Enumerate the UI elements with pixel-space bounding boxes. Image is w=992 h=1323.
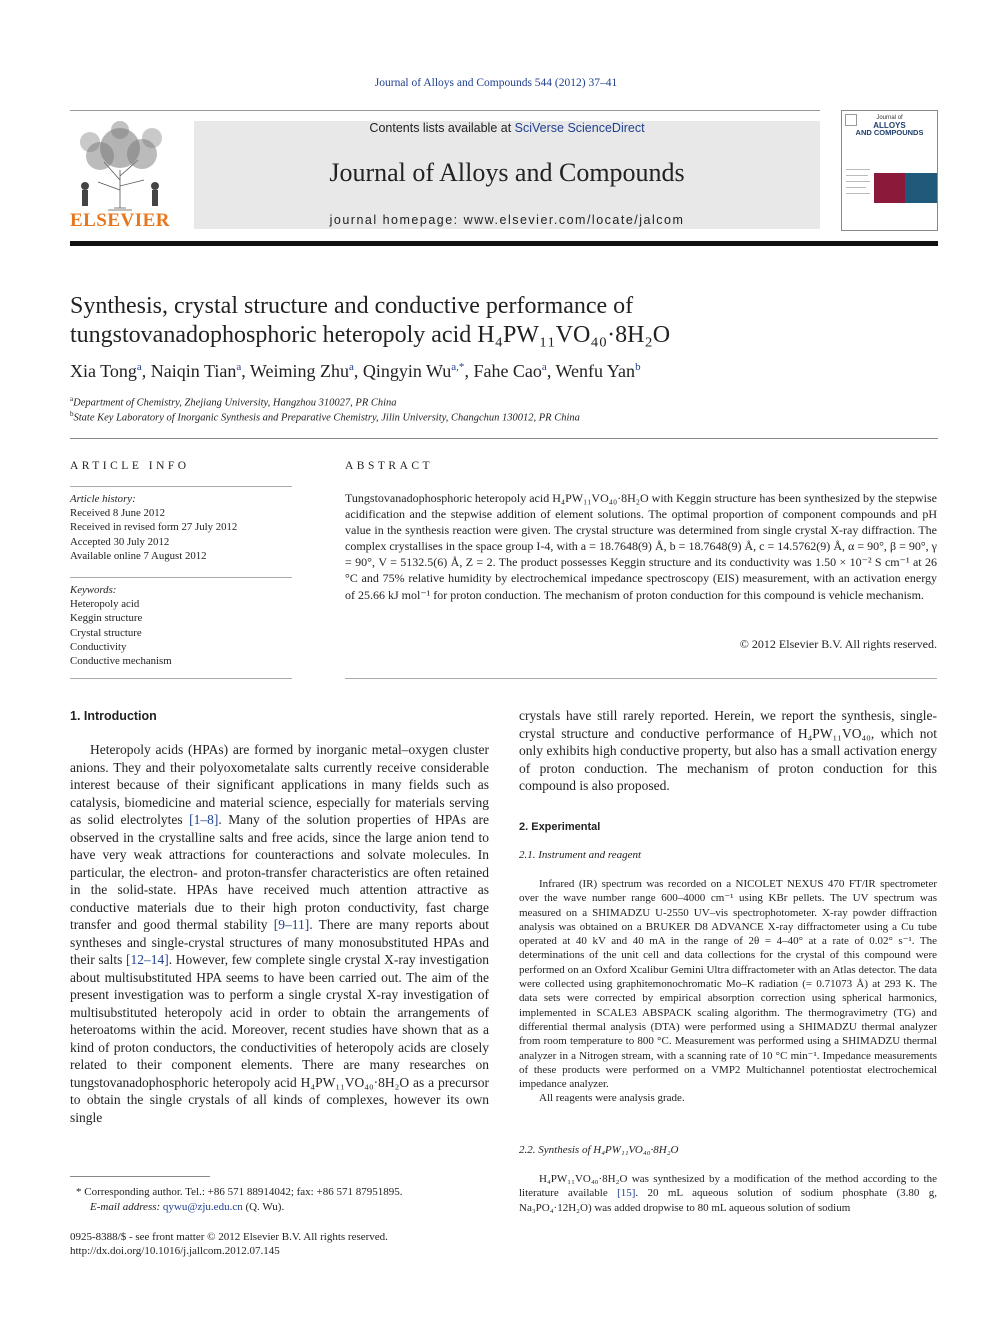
- author-name: Weiming Zhu: [249, 361, 349, 381]
- keyword-item: Crystal structure: [70, 626, 142, 639]
- synthesis-text: . 20 mL aqueous solution of sodium phosphate (3.80 g, Na₃PO₄·12H₂O) was added dropwise to 80 mL aqueous solution of sodium: [519, 1187, 937, 1214]
- affiliation-b-text: State Key Laboratory of Inorganic Synthesis and Preparative Chemistry, Jilin University, Changchun 130012, PR China: [73, 412, 580, 424]
- citation-link[interactable]: [1–8]: [189, 812, 219, 827]
- header-thick-rule: [70, 241, 938, 246]
- cover-title-line3: AND COMPOUNDS: [855, 128, 924, 137]
- affiliation-b: $^b$State Key Laboratory of Inorganic Synthesis and Preparative Chemistry, Jilin University, Changchun 130012, PR China: [70, 410, 580, 424]
- cover-line: [846, 175, 868, 176]
- abstract-heading: ABSTRACT: [345, 460, 434, 472]
- author-affil-sup[interactable]: b: [635, 361, 641, 373]
- author-name: Fahe Cao: [473, 361, 542, 381]
- reagent-text: All reagents were analysis grade.: [539, 1092, 685, 1105]
- keyword-item: Heteropoly acid: [70, 598, 140, 611]
- info-rule: [70, 486, 292, 487]
- intro-text: Heteropoly acids (HPAs) are formed by inorganic metal–oxygen cluster anions. They and their polyoxometalate salts currently receive considerable interest because of their significant applications in many fields such as catalysis, biomedicine and material science, especially for materials serving as solid electrolytes: [70, 742, 489, 827]
- cover-red-block: [874, 173, 905, 203]
- article-info-heading: ARTICLE INFO: [70, 460, 190, 472]
- author-name: Qingyin Wu: [362, 361, 452, 381]
- journal-name: Journal of Alloys and Compounds: [329, 158, 685, 187]
- intro-paragraph-continued: crystals have still rarely reported. Herein, we report the synthesis, single-crystal structure and conductive performance of H₄PW₁₁VO₄₀, which not only exhibits high conductive property, but also has a small activation energy of proton conduction. The mechanism of proton conduction for this compound is also proposed.: [519, 708, 937, 793]
- keyword-item: Conductive mechanism: [70, 655, 172, 668]
- abstract-copyright: © 2012 Elsevier B.V. All rights reserved.: [739, 637, 937, 651]
- author-name: Naiqin Tian: [150, 361, 237, 381]
- author-affil-sup[interactable]: a: [236, 361, 242, 373]
- keyword-item: Keggin structure: [70, 612, 143, 625]
- intro-text: . However, few complete single crystal X-ray investigation about multisubstituted HPA seems to have been carried out. The aim of the present investigation was to perform a single crystal X-ray investigation of multisubstituted heteropoly acid in order to obtain the arrangements of heteroatoms within the acid. Moreover, recent studies have shown that as a kind of proton conductors, the conductivities of heteropoly acids are closely related to their component elements. There are many researches on tungstovanadophosphoric heteropoly acid H₄PW₁₁VO₄₀·8H₂O as a precursor to obtain the single crystals of all kinds of complexes, however its own single: [70, 952, 489, 1125]
- corresponding-author-note: * Corresponding author. Tel.: +86 571 88914042; fax: +86 571 87951895.: [76, 1186, 403, 1198]
- cover-title-line2: ALLOYS: [873, 121, 906, 130]
- synthesis-text: H₄PW₁₁VO₄₀·8H₂O was synthesized by a modification of the method according to the literature available: [519, 1173, 937, 1200]
- email-link[interactable]: qywu@zju.edu.cn: [162, 1201, 243, 1213]
- cover-line: [846, 193, 870, 194]
- author-name: Xia Tong: [70, 361, 137, 381]
- article-history: [70, 492, 292, 563]
- affiliation-a-text: Department of Chemistry, Zhejiang University, Hangzhou 310027, PR China: [73, 397, 397, 409]
- history-item: Received 8 June 2012: [70, 507, 166, 520]
- author-affil-sup[interactable]: a: [541, 361, 547, 373]
- subsection-instrument-heading: 2.1. Instrument and reagent: [519, 849, 642, 861]
- cover-blue-block: [905, 173, 937, 203]
- affiliation-a: $^a$Department of Chemistry, Zhejiang University, Hangzhou 310027, PR China: [70, 395, 397, 409]
- cover-title: [842, 115, 937, 136]
- experimental-heading: 2. Experimental: [519, 821, 601, 833]
- email-note: [90, 1200, 490, 1215]
- citation-link[interactable]: [12–14]: [126, 952, 169, 967]
- contents-prefix: Contents lists available at: [369, 121, 515, 135]
- abstract-text: Tungstovanadophosphoric heteropoly acid H₄PW₁₁VO₄₀·8H₂O with Keggin structure has been synthesized by the stepwise acidification and the stepwise addition of element solutions. The optimal proportion of component compounds and pH value in the synthesis reaction were given. The crystal structure was determined from single crystal X-ray diffraction. The complex crystallises in the space group I-4, with a = 18.7648(9) Å, b = 18.7648(9) Å, c = 14.5762(9) Å, α = 90°, β = 90°, γ = 90°, V = 5132.5(6) Å, Z = 2. The product possesses Keggin structure and its conductivity was 1.50 × 10⁻² S cm⁻¹ at 26 °C and 75% relative humidity by electrochemical impedance spectroscopy (EIS) measurement, with an activation energy of 25.66 kJ mol⁻¹ for proton conduction. The mechanism of proton conduction for this compound is vehicle mechanism.: [345, 491, 937, 602]
- contents-line: [194, 121, 820, 135]
- keyword-item: Conductivity: [70, 640, 127, 653]
- issn-line: 0925-8388/$ - see front matter © 2012 Elsevier B.V. All rights reserved.: [70, 1231, 388, 1243]
- header-rule: [70, 110, 820, 111]
- section-rule: [70, 438, 938, 439]
- cover-line: [846, 169, 870, 170]
- instrument-paragraph: [519, 877, 937, 1106]
- intro-text: . There are many reports about syntheses and single-crystal structures of many monosubstituted HPAs and their salts: [70, 917, 490, 967]
- history-item: Accepted 30 July 2012: [70, 535, 170, 548]
- info-rule: [70, 577, 292, 578]
- author-affil-sup[interactable]: a: [136, 361, 142, 373]
- author-list: Xia Tong$^a$, Naiqin Tian$^a$, Weiming Zhu$^a$, Qingyin $Wu^{a,*}$, Fahe Cao$^a$, Wenfu Yan$^b$: [70, 361, 641, 381]
- citation-link[interactable]: [9–11]: [273, 917, 310, 932]
- sciencedirect-link[interactable]: SciVerse ScienceDirect: [514, 121, 645, 135]
- citation-link[interactable]: [15]: [617, 1187, 636, 1200]
- intro-heading: 1. Introduction: [70, 709, 157, 723]
- subsection-synthesis-heading: 2.2. Synthesis of H₄PW₁₁VO₄₀·8H₂O: [519, 1144, 679, 1156]
- history-label: Article history:: [70, 493, 136, 505]
- keywords: [70, 583, 292, 668]
- author-name: Wenfu Yan: [555, 361, 636, 381]
- elsevier-wordmark: ELSEVIER: [69, 210, 171, 231]
- journal-cover-thumbnail: [841, 110, 938, 231]
- abstract-rule: [345, 678, 937, 679]
- journal-homepage[interactable]: journal homepage: www.elsevier.com/locate/jalcom: [329, 213, 685, 227]
- author-affil-sup[interactable]: a: [348, 361, 354, 373]
- title-line2: tungstovanadophosphoric heteropoly acid H₄PW₁₁VO₄₀·8H₂O: [70, 322, 671, 348]
- intro-text: . Many of the solution properties of HPAs are observed in the crystalline salts and free acids, since the large anion tend to have very weak attractions for counteractions and solvate molecules. In particular, the electron- and proton-transfer characteristics are often retained in the solid-state. HPAs have received much attention attractive as conductive materials due to their high proton conductivity, fast charge transfer and good thermal stability: [70, 812, 489, 932]
- footnote-rule: [70, 1176, 210, 1177]
- cover-line: [846, 187, 866, 188]
- email-suffix: (Q. Wu).: [242, 1201, 285, 1213]
- history-item: Available online 7 August 2012: [70, 549, 207, 562]
- email-label: E-mail address:: [90, 1201, 163, 1213]
- author-affil-sup[interactable]: a,*: [451, 361, 465, 373]
- keywords-label: Keywords:: [70, 584, 117, 596]
- doi-link[interactable]: http://dx.doi.org/10.1016/j.jallcom.2012.07.145: [70, 1245, 280, 1257]
- article-title: [70, 292, 850, 350]
- journal-reference[interactable]: Journal of Alloys and Compounds 544 (2012) 37–41: [374, 77, 618, 89]
- cover-title-line1: Journal of: [876, 115, 903, 121]
- info-rule: [70, 678, 292, 679]
- instrument-text: Infrared (IR) spectrum was recorded on a NICOLET NEXUS 470 FT/IR spectrometer over the wave number range 600–4000 cm⁻¹ using KBr pellets. The UV spectrum was measured on a SHIMADZU U-2550 UV–vis spectrophotometer. X-ray powder diffraction analysis was obtained on a BRUKER D8 ADVANCE X-ray diffractometer using a Cu tube operated at 40 kV and 40 mA in the range of 2θ = 4–40° at a rate of 0.02° s⁻¹. The determinations of the unit cell and data collections for the crystal of this compound were performed on an Oxford Xcalibur Gemini Ultra diffractometer with an Atlas detector. The data were collected using graphitemonochromatic Mo–K radiation (= 0.71073 Å) at 293 K. The data sets were corrected by empirical absorption correction using spherical harmonics, implemented in SCALE3 ABSPACK scaling algorithm. The thermogravimetry (TG) and differential thermal analysis (DTA) were performed using a SHIMADZU thermal analyzer from room temperature to 800 °C. Measurement was performed using a SHIMADZU thermal analyzer in a Nitrogen stream, with a scanning rate of 10 °C min⁻¹. Impedance measurements of these products were performed on a VMP2 Multichannel potentiostat electrochemical impedance analyzer.: [519, 878, 937, 1091]
- synthesis-paragraph: [519, 1172, 937, 1215]
- elsevier-tree-icon: [68, 120, 172, 212]
- elsevier-logo: [68, 120, 172, 232]
- title-line1: Synthesis, crystal structure and conductive performance of: [70, 293, 634, 319]
- history-item: Received in revised form 27 July 2012: [70, 521, 238, 534]
- intro-paragraph: [70, 741, 489, 1126]
- cover-line: [846, 181, 870, 182]
